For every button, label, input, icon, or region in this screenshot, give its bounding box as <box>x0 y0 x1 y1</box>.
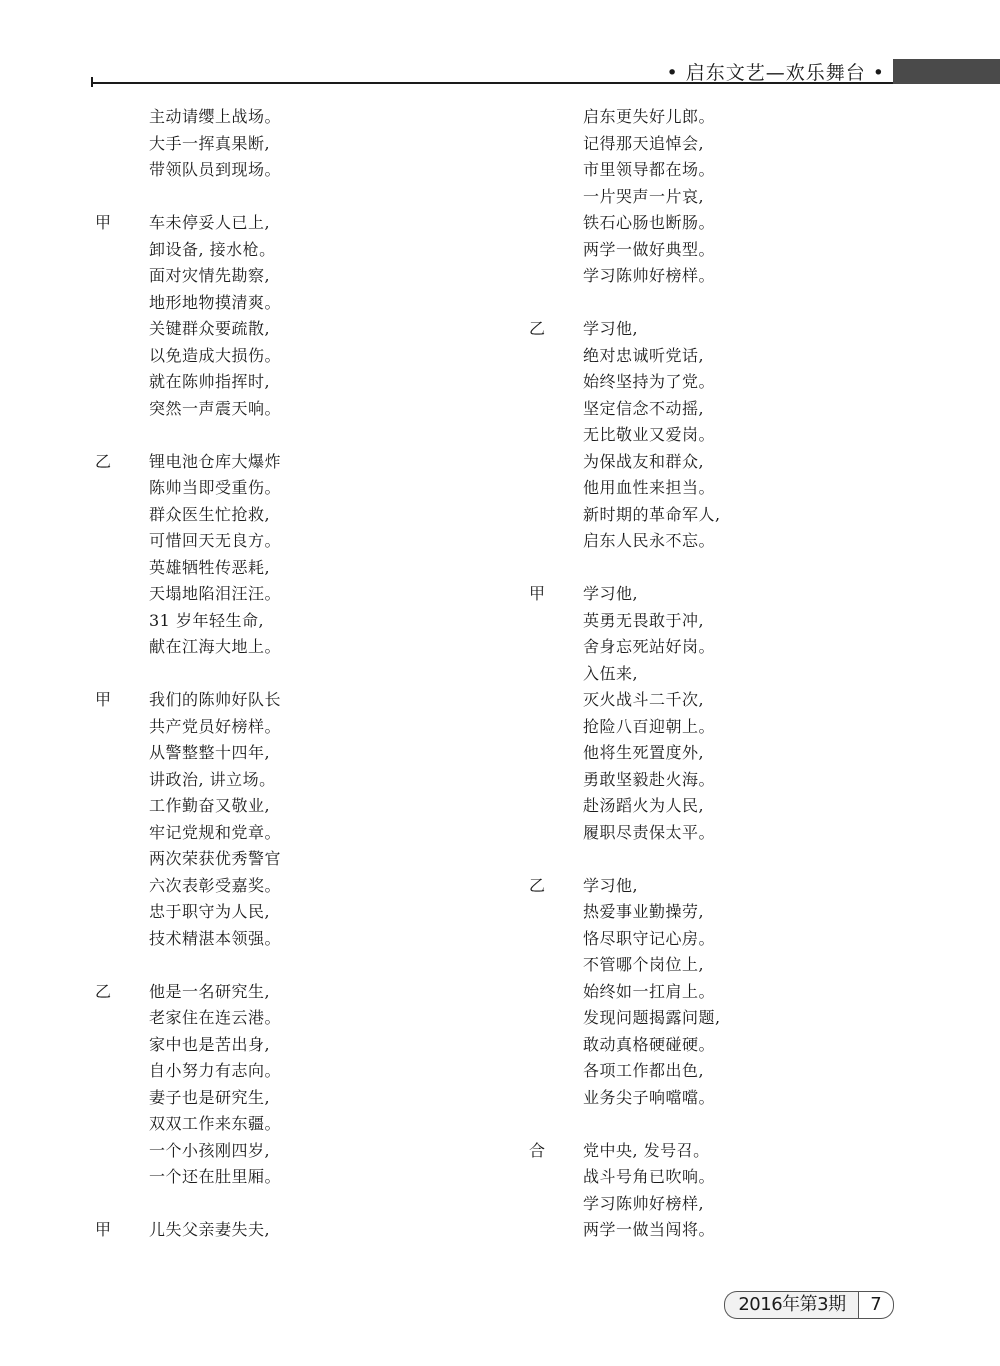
stanza <box>529 1138 909 1244</box>
verse-line: 启东人民永不忘。 <box>583 531 716 550</box>
verse-line: 舍身忘死站好岗。 <box>583 637 716 656</box>
stanza <box>95 449 475 661</box>
verse-line: 两次荣获优秀警官 <box>149 849 282 868</box>
verse-line: 英雄牺牲传恶耗, <box>149 557 271 577</box>
verse-line: 六次表彰受嘉奖。 <box>149 875 282 895</box>
verse-line: 陈帅当即受重伤。 <box>149 478 282 497</box>
speaker-label: 乙 <box>95 451 112 471</box>
verse-line: 以免造成大损伤。 <box>149 345 282 365</box>
verse-line: 车未停妥人已上, <box>149 213 271 232</box>
speaker-label: 乙 <box>95 981 112 1001</box>
stanza <box>529 581 909 846</box>
verse-line: 一片哭声一片哀, <box>583 186 705 206</box>
speaker-label: 甲 <box>95 1220 112 1239</box>
verse-line: 他用血性来担当。 <box>583 478 716 497</box>
verse-line: 恪尽职守记心房。 <box>583 928 716 948</box>
verse-line: 一个小孩刚四岁, <box>149 1140 271 1160</box>
verse-line: 可惜回天无良方。 <box>149 531 282 550</box>
header-decorative-bar <box>893 59 1000 84</box>
left-text-column <box>95 104 475 1270</box>
verse-line: 学习陈帅好榜样, <box>583 1193 705 1213</box>
verse-line: 家中也是苦出身, <box>149 1034 271 1054</box>
verse-line: 牢记党规和党章。 <box>149 822 282 842</box>
verse-line: 面对灾情先勘察, <box>149 266 271 285</box>
verse-line: 学习他, <box>583 319 639 338</box>
verse-line: 学习他, <box>583 875 639 895</box>
speaker-label: 合 <box>529 1140 546 1160</box>
verse-line: 主动请缨上战场。 <box>149 107 282 126</box>
verse-line: 忠于职守为人民, <box>149 902 271 921</box>
verse-line: 从警整整十四年, <box>149 743 271 762</box>
verse-line: 技术精湛本领强。 <box>149 928 282 948</box>
verse-line: 老家住在连云港。 <box>149 1008 282 1027</box>
verse-line: 各项工作都出色, <box>583 1061 705 1080</box>
speaker-label: 甲 <box>95 213 112 232</box>
verse-line: 献在江海大地上。 <box>149 637 282 656</box>
speaker-label: 乙 <box>529 319 546 338</box>
right-text-column <box>529 104 909 1270</box>
stanza <box>95 979 475 1191</box>
verse-line: 坚定信念不动摇, <box>583 398 705 418</box>
verse-line: 突然一声震天响。 <box>149 398 282 418</box>
verse-line: 记得那天追悼会, <box>583 133 705 153</box>
verse-line: 敢动真格硬碰硬。 <box>583 1034 716 1054</box>
verse-line: 启东更失好儿郎。 <box>583 107 716 126</box>
page-number: 7 <box>858 1291 894 1319</box>
verse-line: 我们的陈帅好队长 <box>149 690 282 709</box>
verse-line: 工作勤奋又敬业, <box>149 796 271 815</box>
stanza <box>95 687 475 952</box>
verse-line: 抢险八百迎朝上。 <box>583 716 716 736</box>
verse-line: 英勇无畏敢于冲, <box>583 610 705 630</box>
stanza <box>95 210 475 422</box>
stanza <box>529 104 909 290</box>
stanza <box>529 873 909 1112</box>
verse-line: 关键群众要疏散, <box>149 319 271 338</box>
verse-line: 战斗号角已吹响。 <box>583 1167 716 1186</box>
verse-line: 学习陈帅好榜样。 <box>583 266 716 285</box>
verse-line: 铁石心肠也断肠。 <box>583 213 716 232</box>
verse-line: 无比敬业又爱岗。 <box>583 425 716 444</box>
verse-line: 就在陈帅指挥时, <box>149 372 271 391</box>
verse-line: 绝对忠诚听党话, <box>583 345 705 365</box>
stanza <box>95 1217 475 1244</box>
verse-line: 勇敢坚毅赴火海。 <box>583 769 716 789</box>
verse-line: 群众医生忙抢救, <box>149 504 271 524</box>
speaker-label: 甲 <box>529 584 546 603</box>
stanza <box>95 104 475 184</box>
verse-line: 市里领导都在场。 <box>583 160 716 179</box>
verse-line: 地形地物摸清爽。 <box>149 292 282 312</box>
verse-line: 两学一做当闯将。 <box>583 1220 716 1239</box>
verse-line: 入伍来, <box>583 663 639 683</box>
verse-line: 不管哪个岗位上, <box>583 955 705 974</box>
issue-label: 2016年第3期 <box>724 1291 859 1319</box>
verse-line: 大手一挥真果断, <box>149 133 271 153</box>
verse-line: 带领队员到现场。 <box>149 160 282 179</box>
verse-line: 两学一做好典型。 <box>583 239 716 259</box>
verse-line: 学习他, <box>583 584 639 603</box>
verse-line: 始终坚持为了党。 <box>583 372 716 391</box>
verse-line: 赴汤蹈火为人民, <box>583 796 705 815</box>
verse-line: 一个还在肚里厢。 <box>149 1167 282 1186</box>
verse-line: 他将生死置度外, <box>583 743 705 762</box>
running-header-title: • 启东文艺—欢乐舞台 • <box>666 62 885 84</box>
verse-line: 他是一名研究生, <box>149 981 271 1001</box>
stanza <box>529 316 909 555</box>
verse-line: 热爱事业勤操劳, <box>583 902 705 921</box>
verse-line: 儿失父亲妻失夫, <box>149 1220 271 1239</box>
verse-line: 始终如一扛肩上。 <box>583 981 716 1001</box>
verse-line: 党中央, 发号召。 <box>583 1140 710 1160</box>
verse-line: 履职尽责保太平。 <box>583 822 716 842</box>
verse-line: 自小努力有志向。 <box>149 1061 282 1080</box>
verse-line: 共产党员好榜样。 <box>149 716 282 736</box>
verse-line: 卸设备, 接水枪。 <box>149 239 276 259</box>
speaker-label: 乙 <box>529 875 546 895</box>
verse-line: 妻子也是研究生, <box>149 1087 271 1107</box>
verse-line: 发现问题揭露问题, <box>583 1008 721 1027</box>
speaker-label: 甲 <box>95 690 112 709</box>
verse-line: 讲政治, 讲立场。 <box>149 769 276 789</box>
verse-line: 双双工作来东疆。 <box>149 1114 282 1133</box>
verse-line: 锂电池仓库大爆炸 <box>149 451 282 471</box>
verse-line: 新时期的革命军人, <box>583 504 721 524</box>
verse-line: 灭火战斗二千次, <box>583 690 705 709</box>
verse-line: 31 岁年轻生命, <box>149 610 265 630</box>
verse-line: 业务尖子响噹噹。 <box>583 1087 716 1107</box>
verse-line: 天塌地陷泪汪汪。 <box>149 584 282 603</box>
verse-line: 为保战友和群众, <box>583 451 705 471</box>
